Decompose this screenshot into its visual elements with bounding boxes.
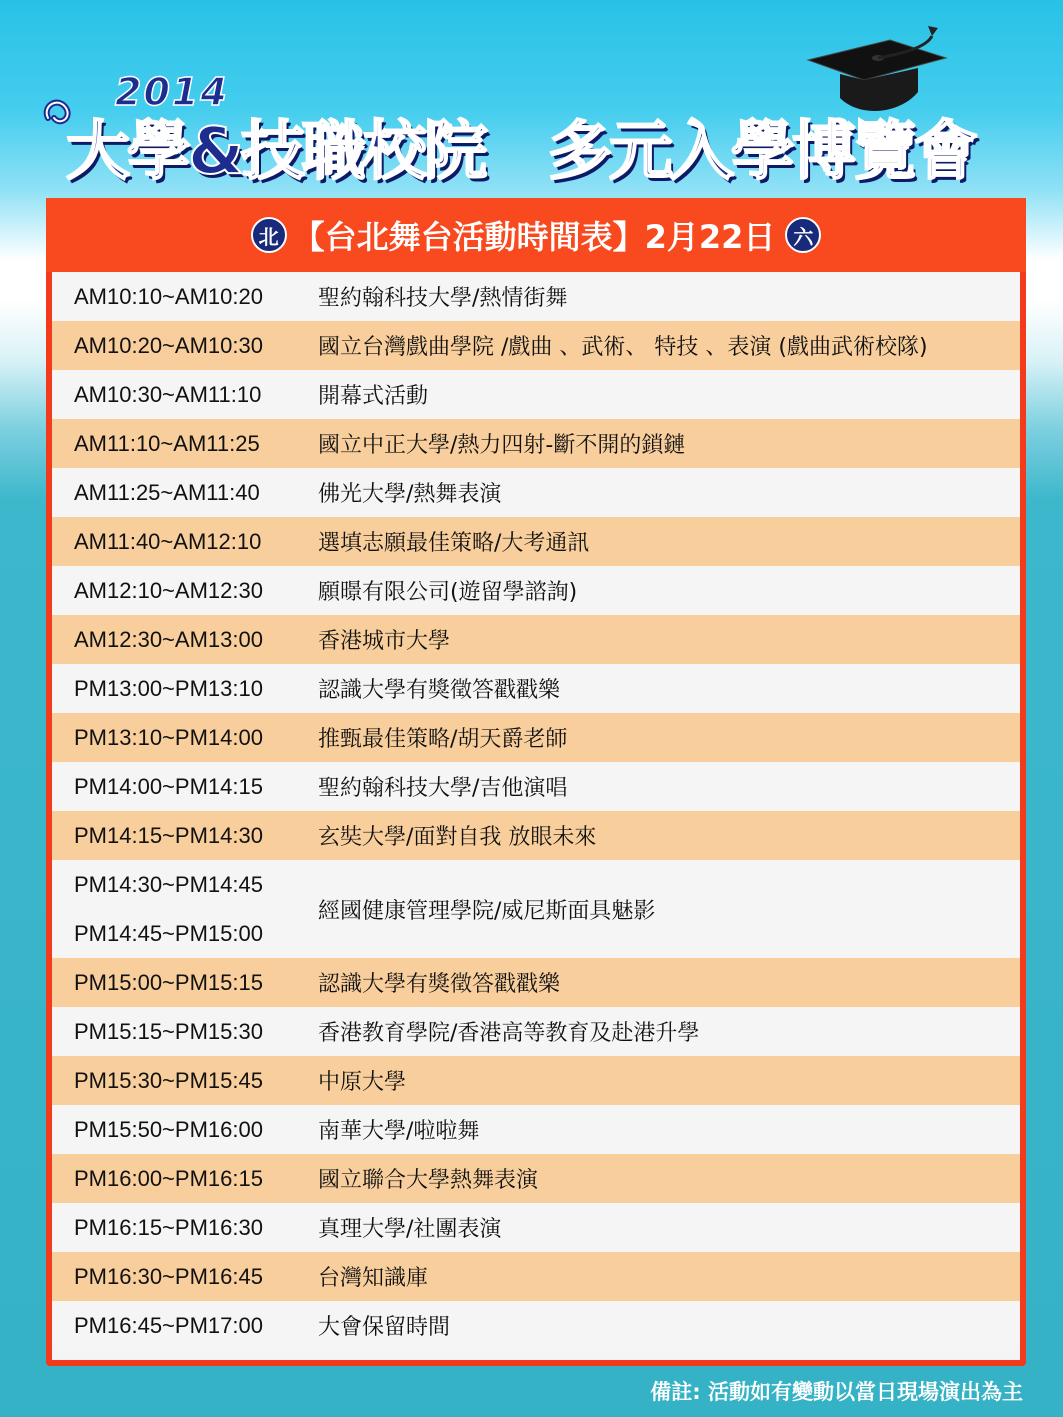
schedule-table: [52, 272, 1020, 1360]
table-row: [52, 762, 1020, 811]
time-cell: AM12:10~AM12:30: [74, 577, 263, 603]
event-cell: 佛光大學/熱舞表演: [318, 482, 502, 507]
event-cell: 認識大學有獎徵答戳戳樂: [318, 972, 561, 997]
event-cell: 推甄最佳策略/胡天爵老師: [318, 727, 568, 752]
page-header: [0, 0, 1063, 200]
time-cell: PM16:45~PM17:00: [74, 1312, 263, 1338]
time-cell: AM10:30~AM11:10: [74, 381, 262, 407]
time-cell: PM16:30~PM16:45: [74, 1263, 263, 1289]
time-cell: PM14:45~PM15:00: [74, 921, 263, 946]
time-cell: PM15:30~PM15:45: [74, 1067, 263, 1093]
table-row: [52, 419, 1020, 468]
time-cell: PM14:00~PM14:15: [74, 773, 263, 799]
time-cell: PM13:00~PM13:10: [74, 675, 263, 701]
weekday-badge: 六: [785, 217, 821, 253]
event-cell: 認識大學有獎徵答戳戳樂: [318, 678, 561, 703]
event-cell: 聖約翰科技大學/吉他演唱: [318, 776, 568, 801]
table-row: [52, 1056, 1020, 1105]
table-row: [52, 321, 1020, 370]
table-row: [52, 272, 1020, 321]
schedule-panel: [46, 198, 1026, 1366]
table-row: [52, 566, 1020, 615]
title-right: 多元入學博覽會: [548, 115, 975, 189]
time-cell: PM13:10~PM14:00: [74, 724, 263, 750]
time-cell: AM12:30~AM13:00: [74, 626, 263, 652]
time-cell: AM10:20~AM10:30: [74, 332, 263, 358]
event-cell: 願暻有限公司(遊留學諮詢): [318, 580, 578, 605]
panel-header: [46, 198, 1026, 272]
table-row: [52, 958, 1020, 1007]
event-cell: 中原大學: [318, 1070, 407, 1095]
table-row: [52, 1007, 1020, 1056]
region-badge: 北: [251, 217, 287, 253]
title-left: 大學&技職校院: [66, 115, 485, 189]
time-cell: AM11:25~AM11:40: [74, 479, 260, 505]
table-row: [52, 811, 1020, 860]
event-cell: 國立聯合大學熱舞表演: [318, 1168, 539, 1193]
table-row: [52, 1203, 1020, 1252]
time-cell: PM15:50~PM16:00: [74, 1116, 263, 1142]
event-cell: 開幕式活動: [318, 384, 429, 409]
event-cell: 玄奘大學/面對自我 放眼未來: [318, 825, 597, 850]
table-row: [52, 615, 1020, 664]
event-cell: 國立台灣戲曲學院 /戲曲 、武術、 特技 、表演 (戲曲武術校隊): [318, 335, 928, 360]
panel-title: 【台北舞台活動時間表】2月22日: [292, 218, 776, 256]
event-cell: 大會保留時間: [318, 1315, 451, 1340]
table-row: [52, 1252, 1020, 1301]
event-cell: 真理大學/社團表演: [318, 1217, 502, 1242]
time-cell: PM14:30~PM14:45: [74, 872, 263, 897]
table-row: [52, 1301, 1020, 1350]
table-row: [52, 370, 1020, 419]
event-cell: 香港城市大學: [318, 629, 451, 654]
time-cell: PM15:00~PM15:15: [74, 969, 263, 995]
graduation-cap-icon: [800, 18, 950, 128]
event-cell: 聖約翰科技大學/熱情街舞: [318, 286, 568, 311]
time-cell: PM15:15~PM15:30: [74, 1018, 263, 1044]
time-cell: AM10:10~AM10:20: [74, 283, 263, 309]
event-cell: 台灣知識庫: [318, 1266, 429, 1291]
table-row: [52, 1105, 1020, 1154]
event-cell: 經國健康管理學院/威尼斯面具魅影: [318, 898, 656, 924]
event-cell: 南華大學/啦啦舞: [318, 1119, 480, 1144]
table-row: [52, 468, 1020, 517]
event-cell: 香港教育學院/香港高等教育及赴港升學: [318, 1021, 700, 1046]
table-row: [52, 713, 1020, 762]
time-cell: AM11:40~AM12:10: [74, 528, 262, 554]
footer-note: 備註: 活動如有變動以當日現場演出為主: [650, 1380, 1023, 1404]
time-cell: PM14:15~PM14:30: [74, 822, 263, 848]
table-row: [52, 860, 1020, 958]
time-cell: PM16:00~PM16:15: [74, 1165, 263, 1191]
table-row: [52, 517, 1020, 566]
table-row: [52, 1154, 1020, 1203]
time-cell: PM16:15~PM16:30: [74, 1214, 263, 1240]
table-row: [52, 664, 1020, 713]
time-cell: AM11:10~AM11:25: [74, 430, 260, 456]
event-cell: 國立中正大學/熱力四射-斷不開的鎖鏈: [318, 433, 686, 458]
year-label: 2014: [115, 70, 229, 114]
event-cell: 選填志願最佳策略/大考通訊: [318, 531, 590, 556]
